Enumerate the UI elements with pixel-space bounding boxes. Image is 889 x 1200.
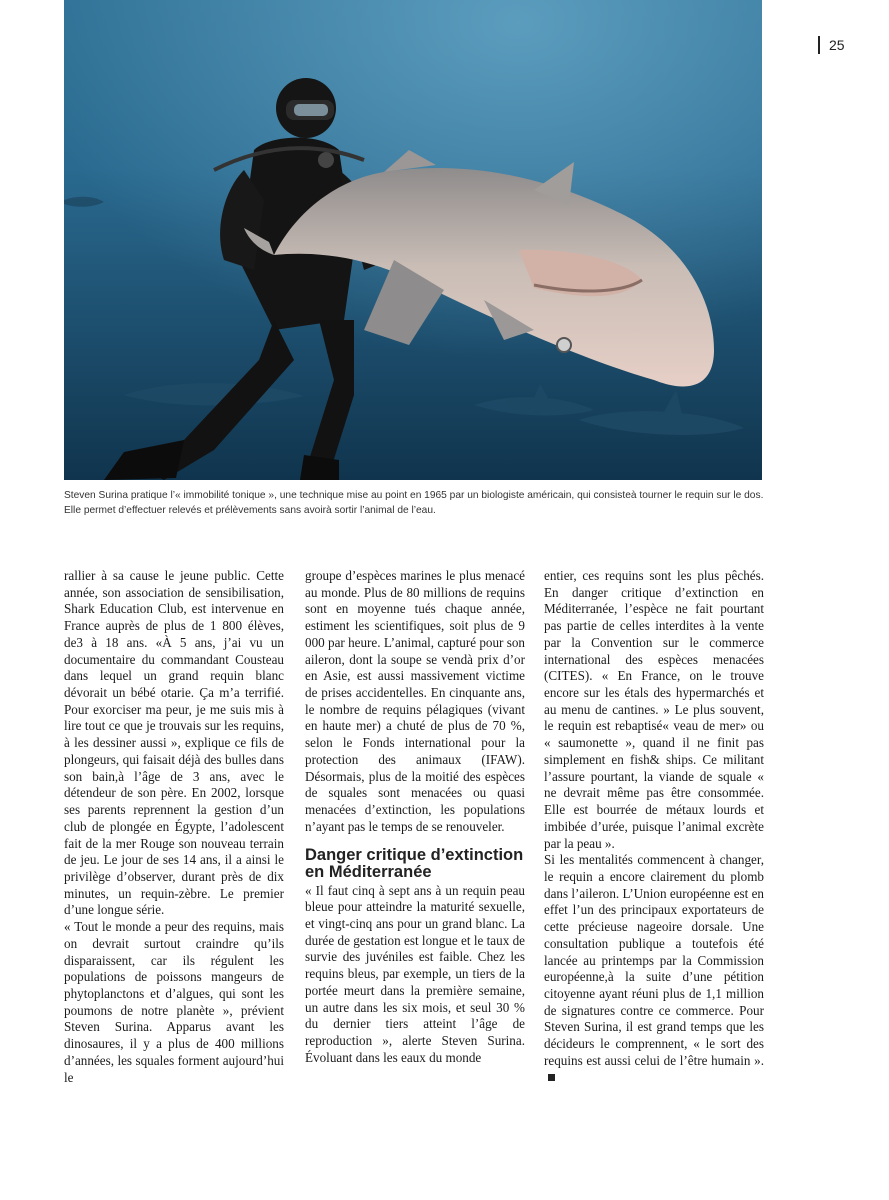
paragraph: « Il faut cinq à sept ans à un requin peau bleue pour atteindre la maturité sexuelle, et vingt-cinq ans pour un grand blanc. La durée de gestation est longue et le taux de survie des juvéniles est faible. Chez les requins bleus, par exemple, un tiers de la portée meurt dans la première semaine, un autre dans les six mois, et seul 30 % du dernier tiers atteint l’âge de reproduction », alerte Steven Surina. Évoluant dans les eaux du monde bbox=[305, 882, 525, 1065]
end-of-article-mark bbox=[548, 1074, 555, 1081]
shark-diver-illustration bbox=[64, 0, 762, 480]
section-heading: Danger critique d’extinction en Méditerranée bbox=[305, 845, 524, 881]
article-column-2 bbox=[305, 568, 525, 1066]
article-column-3 bbox=[544, 568, 764, 1086]
paragraph: entier, ces requins sont les plus pêchés. En danger critique d’extinction en Méditerranée, l’espèce ne fait pourtant pas partie de celles interdites à la vente par la Convention sur le commerce international des espèces menacées (CITES). « En France, on le trouve encore sur les étals des hypermarchés et au menu de cantines. » Le plus souvent, le requin est rebaptisé« veau de mer» ou « saumonette », quand il ne finit pas simplement en fish& ships. Ce militant l’assure pourtant, la viande de squale « ne devrait même pas être consommée. Elle est bourrée de métaux lourds et imbibée d’urée, puisque l’animal excrète par la peau ». bbox=[544, 568, 764, 851]
cover-photo bbox=[64, 0, 762, 480]
article-column-1 bbox=[64, 568, 284, 1086]
paragraph-text: Si les mentalités commencent à changer, le requin a encore clairement du plomb dans l’aileron. L’Union européenne est en effet l’un des principaux exportateurs de cette précieuse nageoire dorsale. Une consultation publique a toutefois été lancée au printemps par la Commission européenne,à la suite d’une pétition citoyenne ayant réuni plus de 1,1 million de signatures contre ce commerce. Pour Steven Surina, il est grand temps que les décideurs le comprennent, « le sort des requins est aussi celui de l’être humain ». bbox=[544, 852, 764, 1068]
paragraph: groupe d’espèces marines le plus menacé au monde. Plus de 80 millions de requins sont en moyenne tués chaque année, estiment les scientifiques, soit plus de 9 000 par heure. L’animal, capturé pour son aileron, dont la soupe se vendà prix d’or en Asie, est aussi massivement victime de prises accidentelles. En cinquante ans, le nombre de requins pélagiques (vivant en haute mer) a chuté de plus de 70 %, selon le Fonds international pour la protection des animaux (IFAW). Désormais, plus de la moitié des espèces de squales sont menacées ou quasi menacées d’extinction, les populations n’ayant pas le temps de se renouveler. bbox=[305, 568, 525, 834]
paragraph: « Tout le monde a peur des requins, mais on devrait surtout craindre qu’ils disparaissent, car ils régulent les populations de poissons mangeurs de phytoplanctons et d’algues, qui sont les poumons de notre planète », prévient Steven Surina. Apparus avant les dinosaures, il y a plus de 400 millions d’années, les squales forment aujourd’hui le bbox=[64, 919, 284, 1085]
paragraph: rallier à sa cause le jeune public. Cette année, son association de sensibilisation, Shark Education Club, est intervenue en France auprès de plus de 1 800 élèves, de3 à 18 ans. «À 5 ans, j’ai vu un documentaire du commandant Cousteau dans lequel un grand requin blanc dévorait un bébé otarie. Ça m’a terrifié. Pour exorciser ma peur, je me suis mis à lire tout ce que je trouvais sur les requins, à les dessiner aussi », explique ce fils de plongeurs, qui faisait déjà des bulles dans son bain,à l’âge de 3 ans, avec le détendeur de son père. En 2002, lorsque ses parents reprennent la gestion d’un club de plongée en Égypte, l’adolescent fait de la mer Rouge son nouveau terrain de jeu. Le jour de ses 14 ans, il a ainsi le privilège d’observer, durant près de dix minutes, un requin-zèbre. Le premier d’une longue série. bbox=[64, 568, 284, 918]
page-number: 25 bbox=[818, 36, 845, 54]
paragraph bbox=[544, 852, 764, 1086]
photo-caption: Steven Surina pratique l’« immobilité tonique », une technique mise au point en 1965 par un biologiste américain, qui consisteà tourner le requin sur le dos. Elle permet d’effectuer relevés et prélèvements sans avoirà sortir l’animal de l’eau. bbox=[64, 490, 764, 516]
